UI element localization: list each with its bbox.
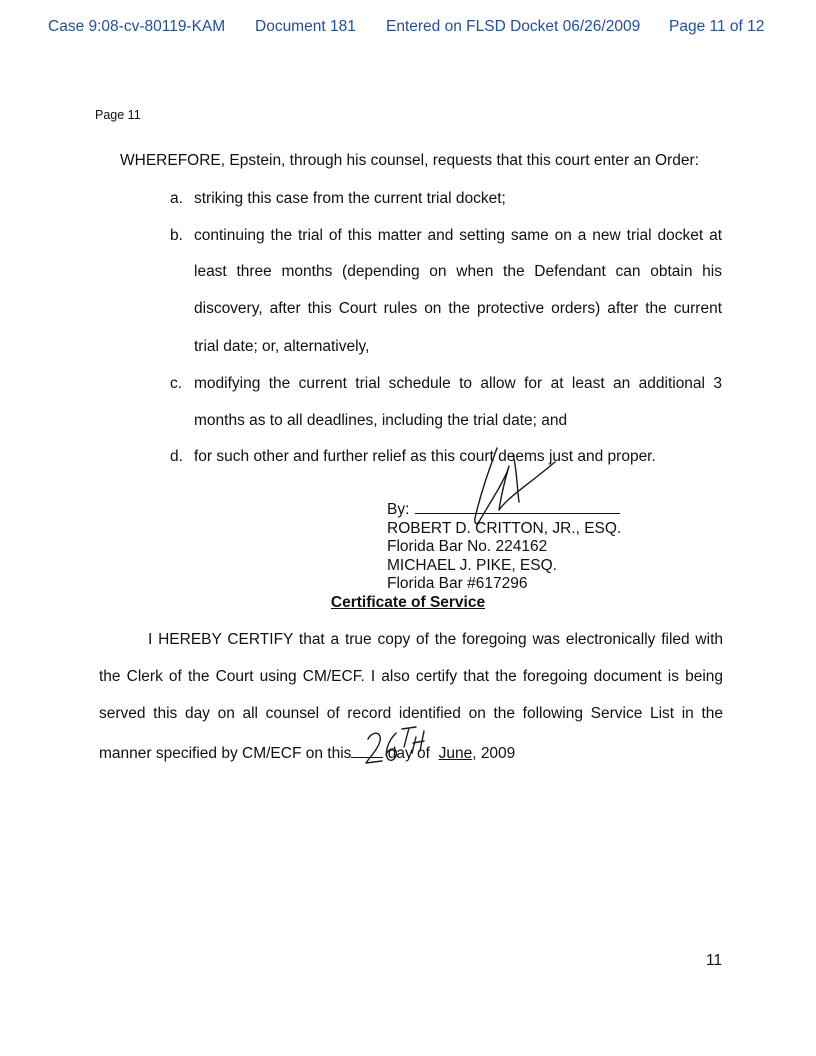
item-b-line-1: continuing the trial of this matter and setting same on a new trial docket at [194, 227, 722, 244]
attorney-2-bar: Florida Bar #617296 [387, 575, 528, 592]
page-of-pages: Page 11 of 12 [669, 18, 765, 35]
attorney-1-bar: Florida Bar No. 224162 [387, 538, 548, 555]
case-number: Case 9:08-cv-80119-KAM [48, 18, 226, 35]
year-value: , 2009 [472, 745, 516, 762]
item-d-letter: d. [170, 448, 183, 465]
certificate-line-4-start: manner specified by CM/ECF on this [99, 745, 352, 762]
attorney-2-name: MICHAEL J. PIKE, ESQ. [387, 556, 557, 574]
item-b-line-2: least three months (depending on when the Defendant can obtain his [194, 263, 722, 280]
item-c-letter: c. [170, 375, 183, 392]
item-b-line-3: discovery, after this Court rules on the protective orders) after the current [194, 300, 722, 317]
attorney-1-name: ROBERT D. CRITTON, JR., ESQ. [387, 519, 622, 537]
certificate-line-4 [99, 743, 515, 763]
page-label: Page 11 [95, 108, 141, 122]
item-a-text: striking this case from the current trial docket; [194, 190, 506, 207]
item-b-letter: b. [170, 227, 183, 244]
document-number: Document 181 [255, 18, 356, 35]
item-c-line-2: months as to all deadlines, including the trial date; and [194, 412, 568, 429]
day-of-label: day of [387, 745, 430, 762]
wherefore-paragraph: WHEREFORE, Epstein, through his counsel, requests that this court enter an Order: [120, 152, 699, 169]
by-label: By: [387, 501, 410, 518]
handwritten-signature [455, 440, 575, 530]
month-value: June [438, 745, 473, 762]
certificate-line-2: the Clerk of the Court using CM/ECF. I also certify that the foregoing document is being [99, 668, 723, 685]
certificate-line-1: I HEREBY CERTIFY that a true copy of the foregoing was electronically filed with [148, 631, 723, 648]
item-a-letter: a. [170, 190, 183, 207]
page-number: 11 [706, 952, 723, 969]
item-b-line-4: trial date; or, alternatively, [194, 338, 370, 355]
certificate-line-3: served this day on all counsel of record identified on the following Service List in the [99, 705, 723, 722]
item-c-line-1: modifying the current trial schedule to allow for at least an additional 3 [194, 375, 722, 392]
docket-entry-date: Entered on FLSD Docket 06/26/2009 [386, 18, 641, 35]
item-d-text: for such other and further relief as this court deems just and proper. [194, 448, 656, 465]
certificate-title: Certificate of Service [330, 594, 486, 611]
handwritten-day [362, 723, 430, 767]
